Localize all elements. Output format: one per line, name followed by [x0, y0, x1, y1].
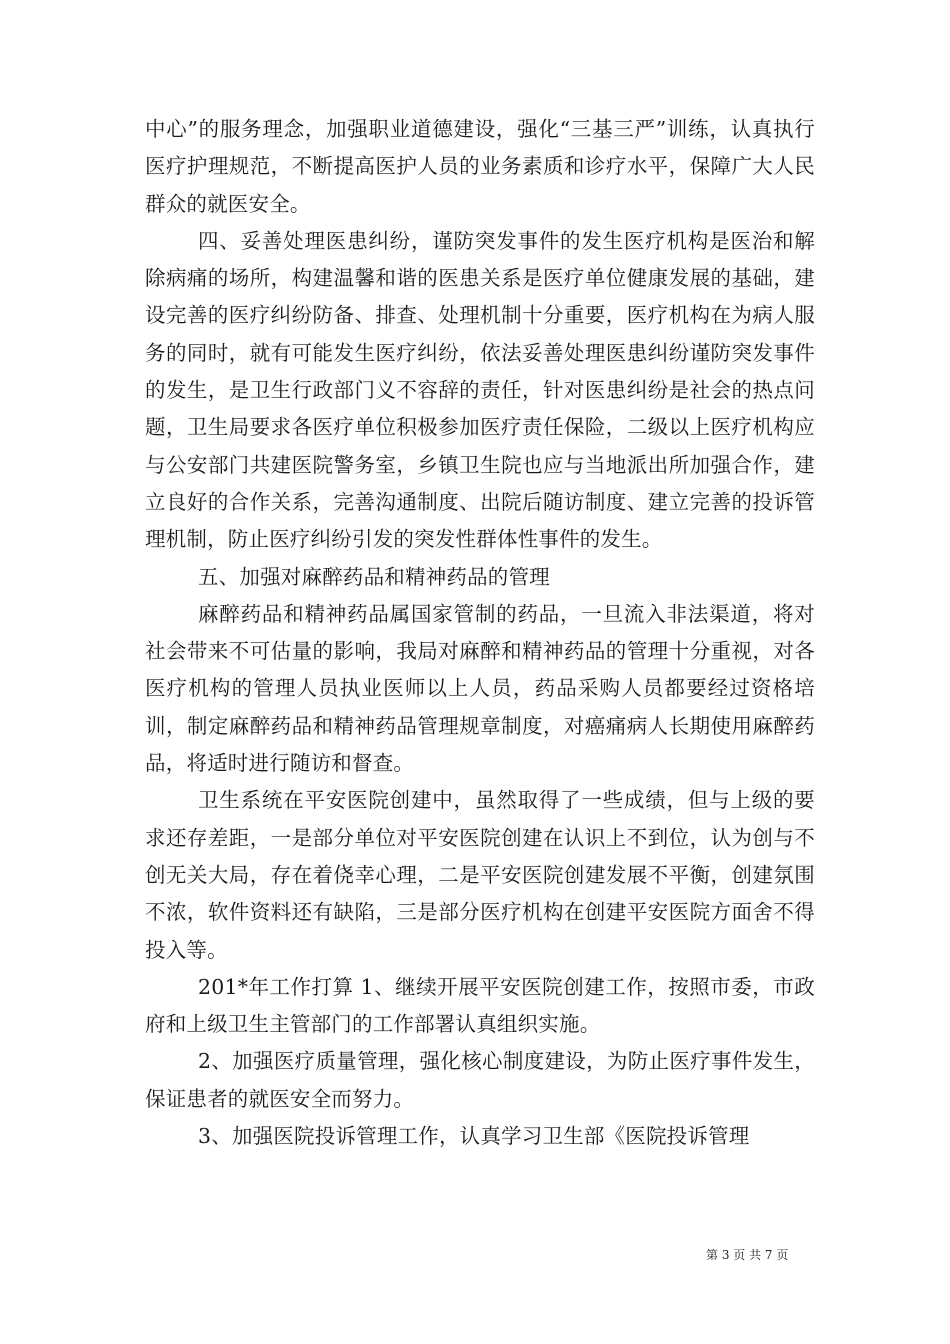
paragraph-shortcomings: 卫生系统在平安医院创建中，虽然取得了一些成绩，但与上级的要求还存差距，一是部分单位对平安医院创建在认识上不到位，认为创与不创无关大局，存在着侥幸心理，二是平安医院创建发展不平衡，创建氛围不浓，软件资料还有缺陷，三是部分医疗机构在创建平安医院方面舍不得投入等。	[145, 788, 815, 962]
paragraph-work-plan-1: 201*年工作打算 1、继续开展平安医院创建工作，按照市委，市政府和上级卫生主管部门的工作部署认真组织实施。	[145, 974, 815, 1037]
paragraph-medical-disputes: 四、妥善处理医患纠纷，谨防突发事件的发生医疗机构是医治和解除病痛的场所，构建温馨和谐的医患关系是医疗单位健康发展的基础，建设完善的医疗纠纷防备、排查、处理机制十分重要，医疗机构在为病人服务的同时，就有可能发生医疗纠纷，依法妥善处理医患纠纷谨防突发事件的发生，是卫生行政部门义不容辞的责任，针对医患纠纷是社会的热点问题，卫生局要求各医疗单位积极参加医疗责任保险，二级以上医疗机构应与公安部门共建医院警务室，乡镇卫生院也应与当地派出所加强合作，建立良好的合作关系，完善沟通制度、出院后随访制度、建立完善的投诉管理机制，防止医疗纠纷引发的突发性群体性事件的发生。	[145, 228, 815, 552]
paragraph-work-plan-2: 2、加强医疗质量管理，强化核心制度建设，为防止医疗事件发生，保证患者的就医安全而努力。	[145, 1049, 815, 1111]
paragraph-work-plan-3: 3、加强医院投诉管理工作，认真学习卫生部《医院投诉管理	[198, 1124, 750, 1149]
paragraph-service-philosophy: 中心”的服务理念，加强职业道德建设，强化“三基三严”训练，认真执行医疗护理规范，不断提高医护人员的业务素质和诊疗水平，保障广大人民群众的就医安全。	[145, 117, 815, 216]
paragraph-narcotics-management: 麻醉药品和精神药品属国家管制的药品，一旦流入非法渠道，将对社会带来不可估量的影响，我局对麻醉和精神药品的管理十分重视，对各医疗机构的管理人员执业医师以上人员，药品采购人员都要经过资格培训，制定麻醉药品和精神药品管理规章制度，对癌痛病人长期使用麻醉药品，将适时进行随访和督查。	[145, 601, 815, 776]
page-number-footer: 第 3 页 共 7 页	[706, 1248, 789, 1262]
document-body	[145, 111, 815, 1155]
section-heading-narcotics: 五、加强对麻醉药品和精神药品的管理	[198, 564, 550, 589]
